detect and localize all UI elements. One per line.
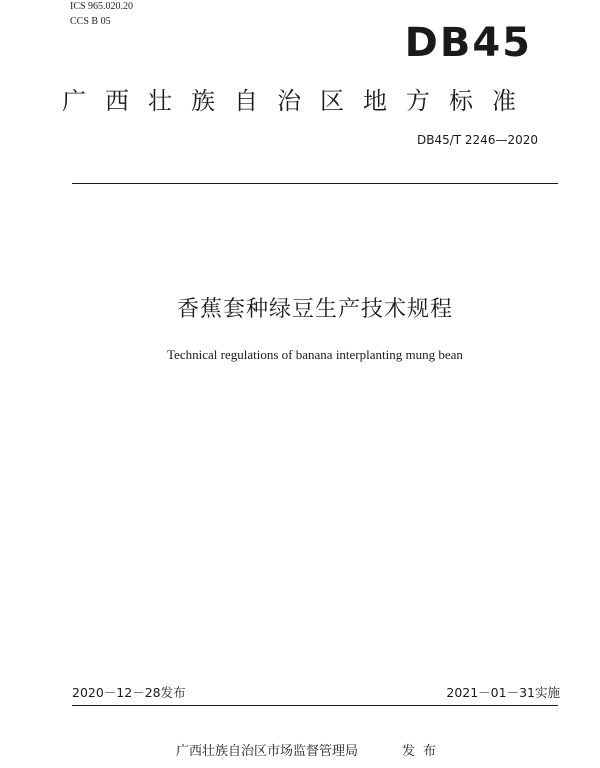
standard-type-heading: 广西壮族自治区地方标准: [62, 87, 535, 115]
standard-number: DB45/T 2246—2020: [416, 133, 538, 147]
ics-code: ICS 965.020.20: [70, 1, 134, 12]
title-english: Technical regulations of banana interplanting mung bean: [167, 347, 463, 362]
top-divider: [72, 183, 558, 184]
db45-logo: DB45: [404, 20, 532, 66]
issuing-authority: 广西壮族自治区市场监督管理局: [176, 744, 359, 759]
publish-date: 2020－12－28发布: [72, 685, 186, 700]
effective-date: 2021－01－31实施: [446, 685, 560, 700]
issue-label: 发布: [402, 744, 445, 759]
ccs-code: CCS B 05: [70, 16, 111, 27]
title-chinese: 香蕉套种绿豆生产技术规程: [176, 297, 453, 322]
bottom-divider: [72, 705, 558, 706]
